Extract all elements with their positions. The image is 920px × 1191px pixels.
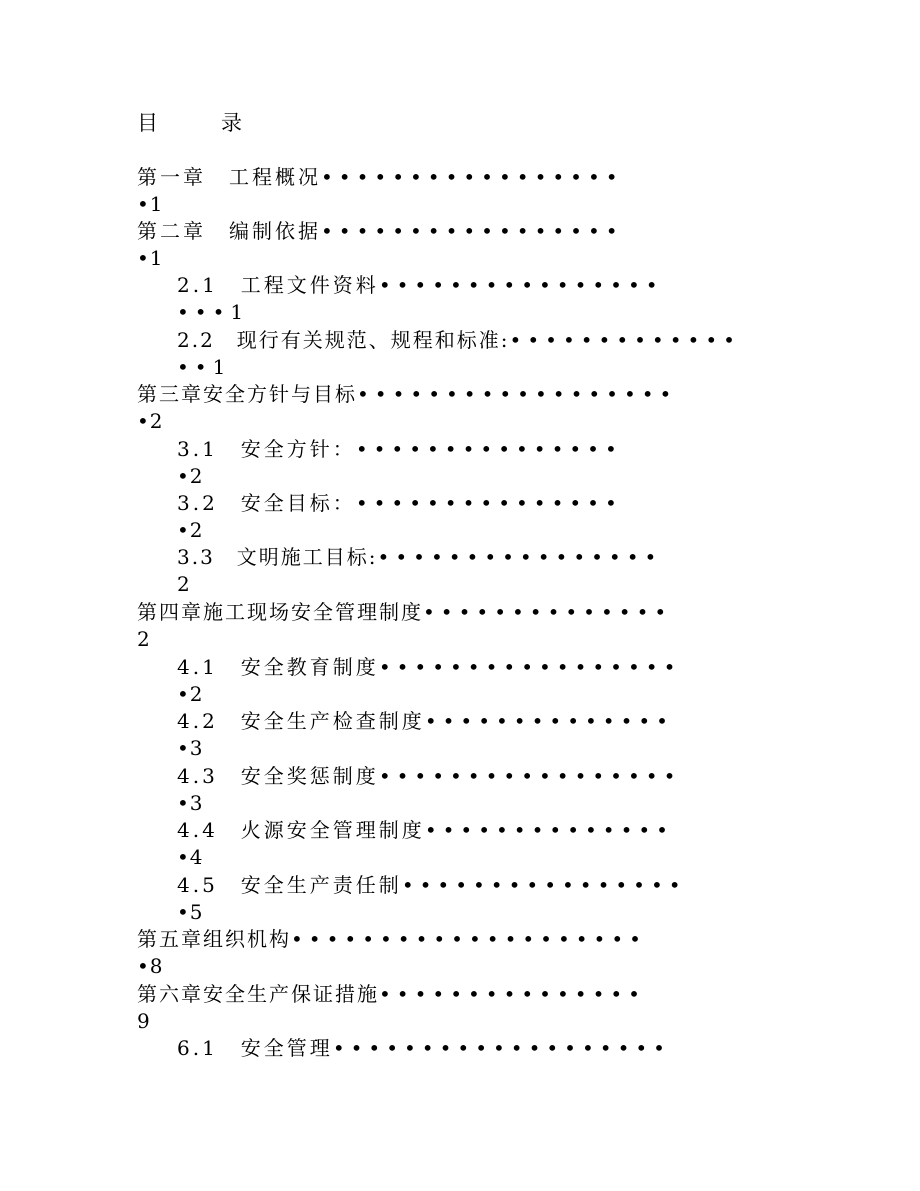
toc-page-number: 2 bbox=[137, 627, 151, 651]
toc-entry-label: 2.1 工程文件资料 bbox=[177, 273, 379, 297]
toc-page-number: •3 bbox=[177, 791, 204, 815]
toc-page-number: •8 bbox=[137, 954, 164, 978]
toc-page-number: •4 bbox=[177, 845, 204, 869]
toc-entry-label: 4.4 火源安全管理制度 bbox=[177, 818, 425, 842]
toc-leader-dots: ••••••••••••• bbox=[509, 328, 741, 352]
toc-entry-label: 第四章施工现场安全管理制度 bbox=[137, 600, 423, 624]
toc-leader-dots: ••••••••••••••••• bbox=[378, 764, 682, 788]
toc-leader-dots: ••••••••••••••• bbox=[355, 491, 623, 515]
toc-heading: 目 录 bbox=[137, 111, 242, 135]
toc-leader-dots: •••••••••••••••• bbox=[377, 545, 663, 569]
toc-page-number: •••1 bbox=[177, 300, 250, 324]
toc-leader-dots: •••••••••••••••• bbox=[401, 873, 687, 897]
toc-leader-dots: •••••••••••••• bbox=[424, 818, 674, 842]
toc-entry-label: 3.2 安全目标： bbox=[177, 491, 356, 515]
toc-leader-dots: ••••••••••••••• bbox=[355, 437, 623, 461]
toc-entry-label: 4.5 安全生产责任制 bbox=[177, 873, 402, 897]
toc-page-number: 2 bbox=[177, 572, 191, 596]
toc-entry-label: 第五章组织机构 bbox=[137, 927, 291, 951]
toc-leader-dots: ••••••••••••••••• bbox=[378, 655, 682, 679]
toc-entry-label: 3.1 安全方针： bbox=[177, 437, 356, 461]
toc-entry-label: 第一章 工程概况 bbox=[137, 165, 321, 189]
toc-leader-dots: ••••••••••••••••••• bbox=[332, 1036, 671, 1060]
toc-page-number: •2 bbox=[137, 409, 164, 433]
toc-page-number: •2 bbox=[177, 518, 204, 542]
toc-entry-label: 4.3 安全奖惩制度 bbox=[177, 764, 379, 788]
toc-page-number: •3 bbox=[177, 736, 204, 760]
toc-page-number: ••1 bbox=[177, 355, 232, 379]
toc-entry-label: 4.2 安全生产检查制度 bbox=[177, 709, 425, 733]
toc-leader-dots: ••••••••••••••••• bbox=[321, 219, 624, 243]
toc-leader-dots: ••••••••••••••• bbox=[379, 982, 646, 1006]
toc-page-number: •1 bbox=[137, 192, 164, 216]
toc-page-number: •2 bbox=[177, 682, 204, 706]
toc-entry-label: 第三章安全方针与目标 bbox=[137, 382, 357, 406]
toc-entry-label: 3.3 文明施工目标: bbox=[177, 545, 378, 569]
toc-leader-dots: ••••••••••••••••• bbox=[321, 165, 624, 189]
toc-leader-dots: •••••••••••••••••••• bbox=[291, 927, 647, 951]
toc-page-number: •5 bbox=[177, 900, 204, 924]
toc-leader-dots: •••••••••••••••••• bbox=[357, 382, 678, 406]
toc-entry-label: 第二章 编制依据 bbox=[137, 219, 321, 243]
toc-page-number: •2 bbox=[177, 464, 204, 488]
toc-entry-label: 6.1 安全管理 bbox=[177, 1036, 333, 1060]
toc-page-number: 9 bbox=[137, 1009, 151, 1033]
toc-leader-dots: •••••••••••••• bbox=[424, 709, 674, 733]
toc-entry-label: 第六章安全生产保证措施 bbox=[137, 982, 379, 1006]
toc-page-number: •1 bbox=[137, 246, 164, 270]
toc-entry-label: 2.2 现行有关规范、规程和标准: bbox=[177, 328, 510, 352]
toc-entry-label: 4.1 安全教育制度 bbox=[177, 655, 379, 679]
toc-leader-dots: •••••••••••••••• bbox=[378, 273, 664, 297]
toc-leader-dots: •••••••••••••• bbox=[423, 600, 673, 624]
